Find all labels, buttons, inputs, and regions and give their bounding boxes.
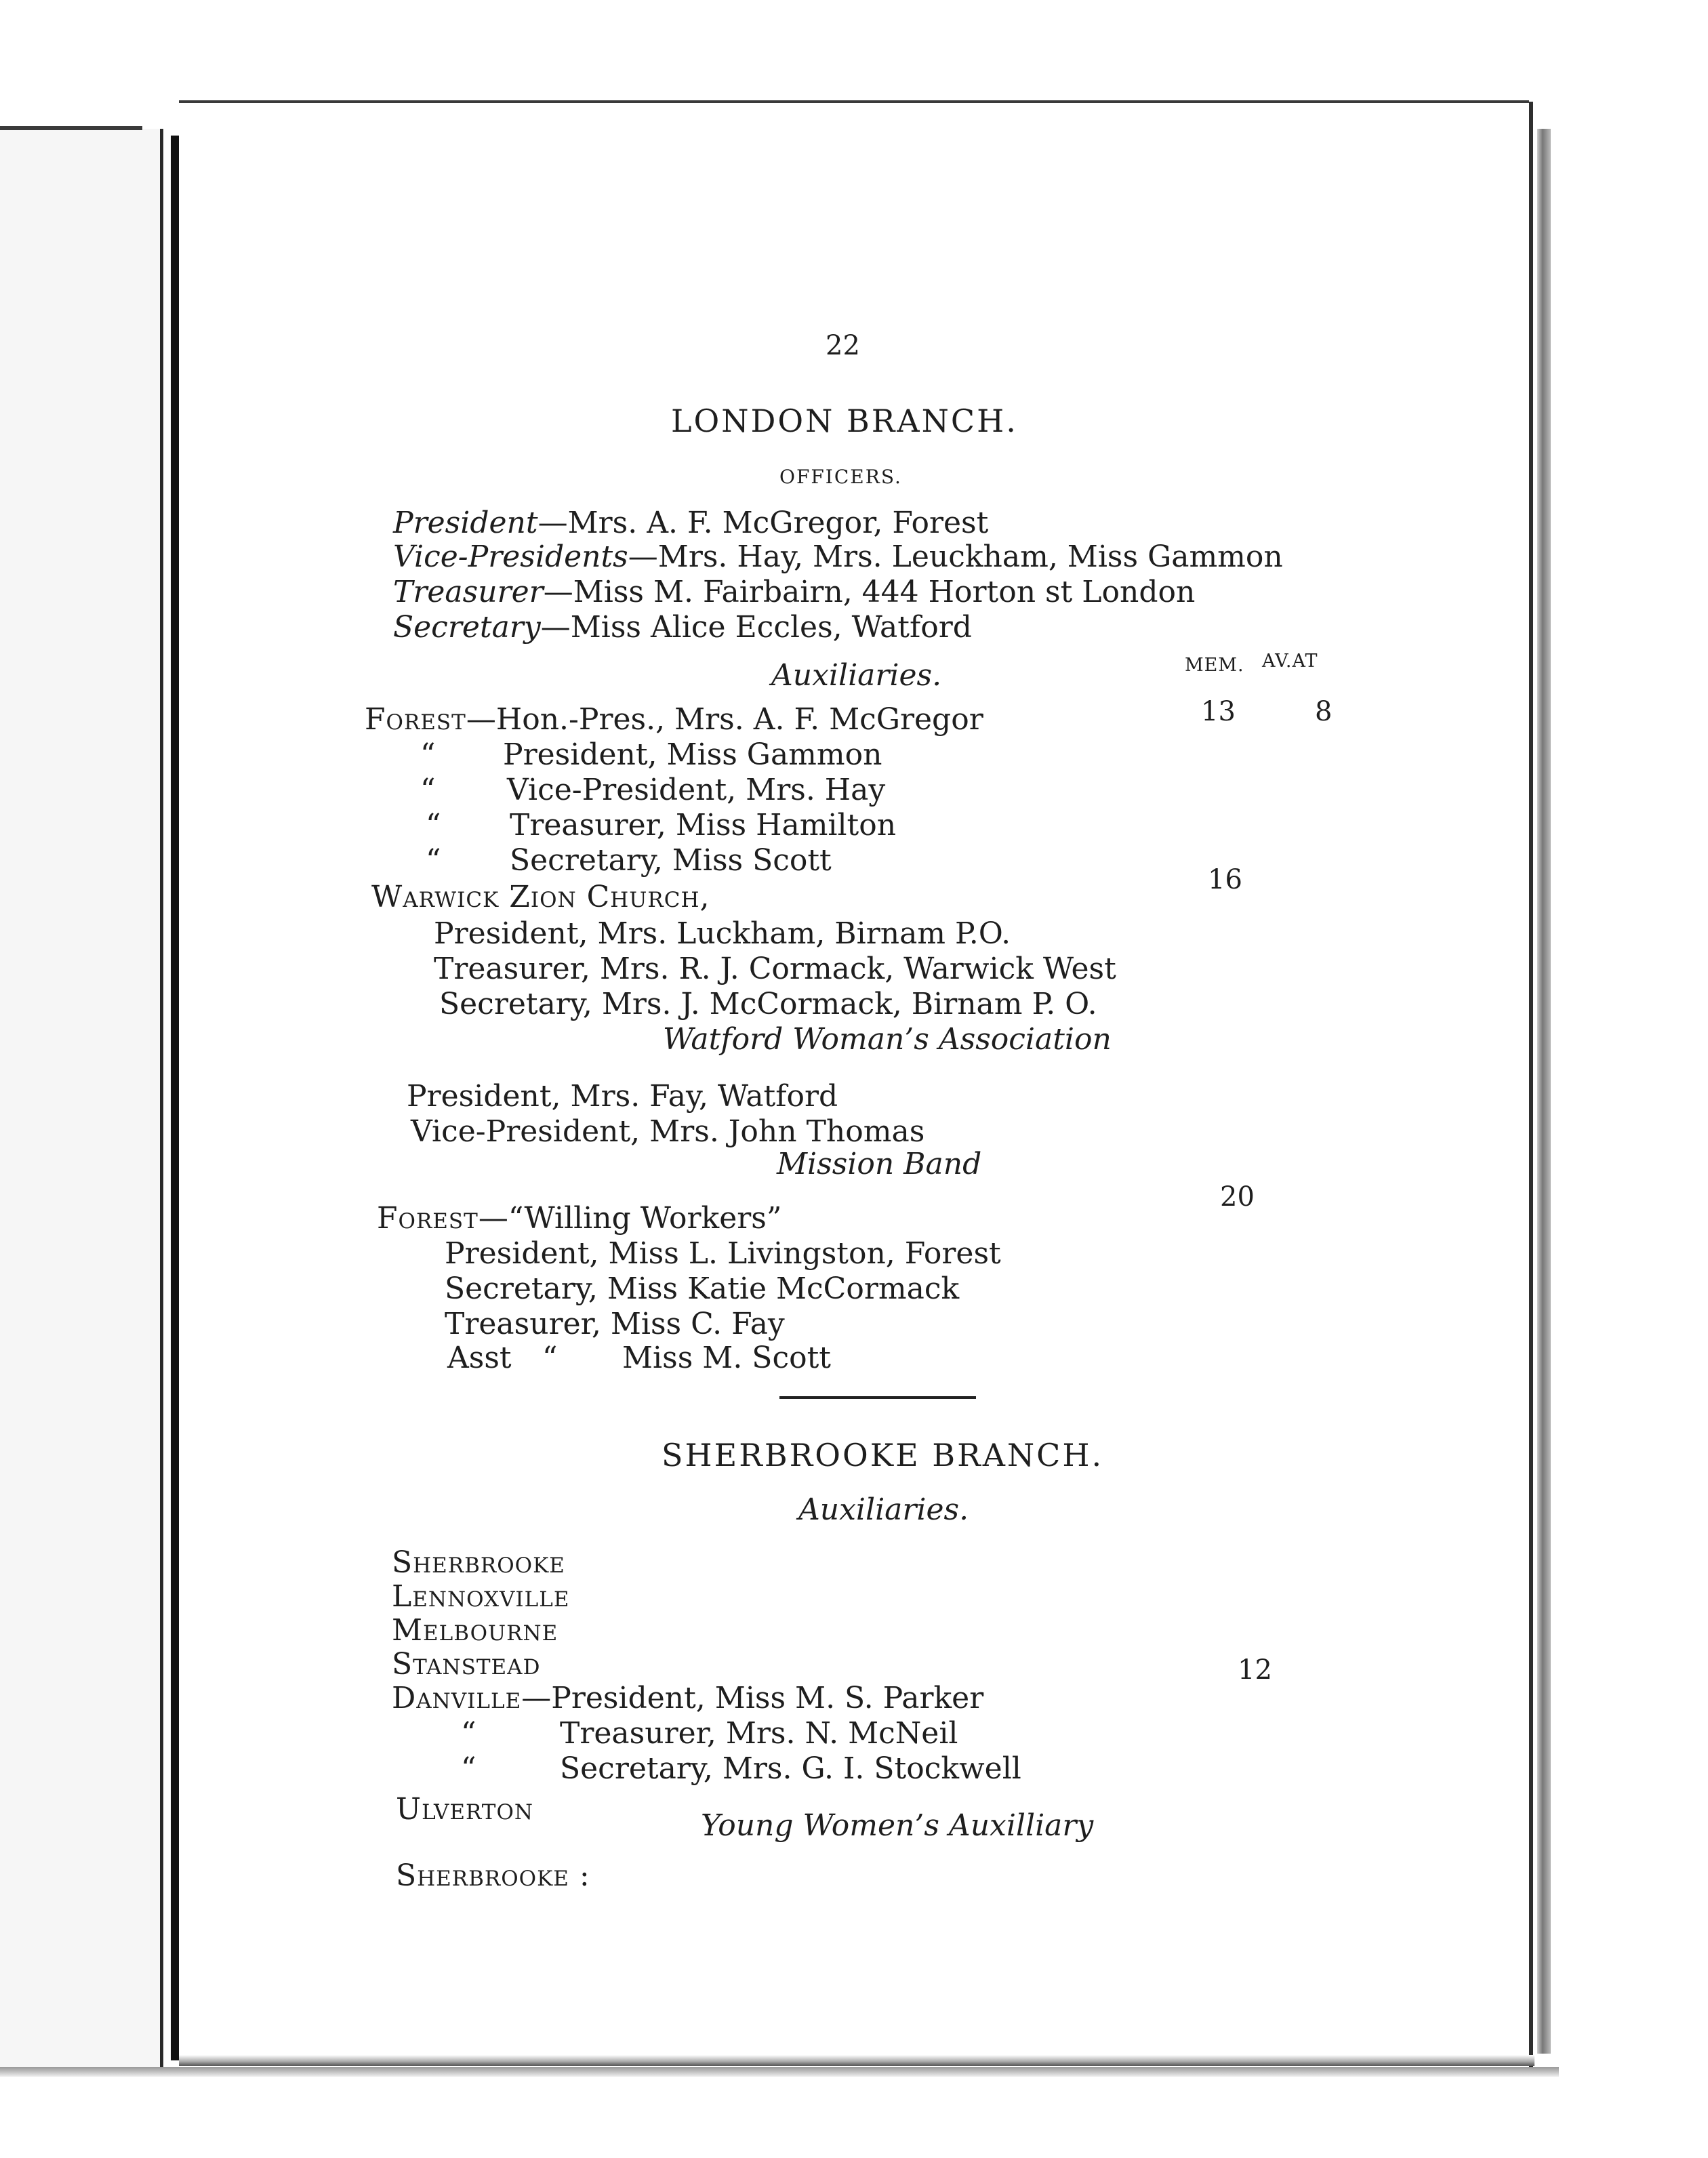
officer-secretary: Secretary—Miss Alice Eccles, Watford (393, 610, 972, 645)
band-president: President, Miss L. Livingston, Forest (445, 1236, 1001, 1271)
forest-secretary: Secretary, Miss Scott (510, 843, 832, 878)
officer-vice-presidents: Vice-Presidents—Mrs. Hay, Mrs. Leuckham, Miss Gammon (393, 540, 1283, 574)
officer-name: Mrs. A. F. McGregor, Forest (567, 506, 989, 540)
young-womens-auxiliary-heading: Young Women’s Auxilliary (701, 1808, 1094, 1843)
london-branch-title: LONDON BRANCH. (671, 403, 1018, 439)
sherbrooke-auxiliaries-heading: Auxiliaries. (798, 1492, 969, 1527)
ditto-mark: “ (426, 808, 441, 842)
band-asst-label: Asst (447, 1341, 512, 1375)
mission-band-mem-count: 20 (1220, 1181, 1255, 1213)
forest-mem-count: 13 (1201, 696, 1236, 727)
danville-secretary: Secretary, Mrs. G. I. Stockwell (560, 1751, 1021, 1786)
page-bottom-edge (179, 2055, 1534, 2066)
scan-bottom-shadow (0, 2067, 1559, 2077)
band-secretary: Secretary, Miss Katie McCormack (445, 1271, 960, 1306)
place-name: Danville (392, 1681, 522, 1715)
mission-band-heading: Mission Band (777, 1147, 982, 1181)
place-melbourne: Melbourne (392, 1613, 558, 1648)
page-stack-edge (1537, 129, 1551, 2054)
section-divider (779, 1396, 976, 1399)
book-gutter (171, 136, 179, 2060)
page-right-edge (1529, 102, 1533, 2069)
place-stanstead: Stanstead (392, 1647, 541, 1682)
page-number: 22 (826, 330, 860, 361)
officer-president: President—Mrs. A. F. McGregor, Forest (393, 506, 989, 540)
auxiliaries-heading: Auxiliaries. (771, 658, 942, 693)
danville-line: Danville—President, Miss M. S. Parker (392, 1681, 984, 1715)
place-sherbrooke-young-women: Sherbrooke : (396, 1858, 590, 1893)
warwick-treasurer: Treasurer, Mrs. R. J. Cormack, Warwick West (434, 952, 1116, 986)
ditto-mark: “ (461, 1751, 476, 1786)
forest-treasurer: Treasurer, Miss Hamilton (510, 808, 897, 842)
officer-role: Vice-Presidents (393, 540, 628, 574)
forest-vice-president: Vice-President, Mrs. Hay (507, 773, 886, 807)
danville-mem-count: 12 (1238, 1654, 1272, 1686)
place-lennoxville: Lennoxville (392, 1579, 570, 1614)
sherbrooke-branch-title: SHERBROOKE BRANCH. (662, 1437, 1104, 1473)
place-ulverton: Ulverton (396, 1792, 534, 1827)
forest-auxiliary-line: Forest—Hon.-Pres., Mrs. A. F. McGregor (365, 702, 983, 737)
ditto-mark: “ (420, 773, 436, 807)
place-sherbrooke: Sherbrooke (392, 1545, 565, 1580)
warwick-mem-count: 16 (1208, 864, 1242, 895)
ditto-mark: “ (461, 1716, 476, 1751)
officer-treasurer: Treasurer—Miss M. Fairbairn, 444 Horton st London (393, 575, 1196, 609)
ditto-mark: “ (420, 737, 436, 772)
officer-name: Miss M. Fairbairn, 444 Horton st London (573, 575, 1196, 609)
left-page-top-edge (0, 126, 142, 130)
officer-role: President (393, 506, 538, 540)
ditto-mark: “ (426, 843, 441, 878)
officer-role: Secretary (393, 610, 541, 645)
place-name: Forest (377, 1201, 479, 1236)
band-treasurer: Treasurer, Miss C. Fay (445, 1307, 785, 1341)
column-header-mem: MEM. (1185, 655, 1244, 676)
place-name: Forest (365, 702, 466, 737)
warwick-president: President, Mrs. Luckham, Birnam P.O. (434, 916, 1011, 951)
left-page-edge (0, 129, 163, 2067)
ditto-mark: “ (542, 1341, 558, 1375)
warwick-secretary: Secretary, Mrs. J. McCormack, Birnam P. O. (439, 987, 1097, 1021)
forest-av-at-count: 8 (1315, 696, 1333, 727)
danville-treasurer: Treasurer, Mrs. N. McNeil (560, 1716, 958, 1751)
watford-association-heading: Watford Woman’s Association (663, 1022, 1112, 1057)
officer-name: Mrs. Hay, Mrs. Leuckham, Miss Gammon (657, 540, 1283, 574)
watford-vice-president: Vice-President, Mrs. John Thomas (411, 1114, 925, 1149)
forest-president: President, Miss Gammon (503, 737, 882, 772)
watford-president: President, Mrs. Fay, Watford (407, 1079, 838, 1114)
officer-name: Miss Alice Eccles, Watford (570, 610, 972, 645)
column-header-av-at: AV.AT (1262, 651, 1318, 672)
officers-heading: OFFICERS. (779, 466, 902, 488)
officer-role: Treasurer (393, 575, 544, 609)
forest-mission-band-line: Forest—“Willing Workers” (377, 1201, 782, 1236)
band-asst-treasurer: Miss M. Scott (622, 1341, 831, 1375)
warwick-zion-church: Warwick Zion Church, (371, 880, 710, 914)
